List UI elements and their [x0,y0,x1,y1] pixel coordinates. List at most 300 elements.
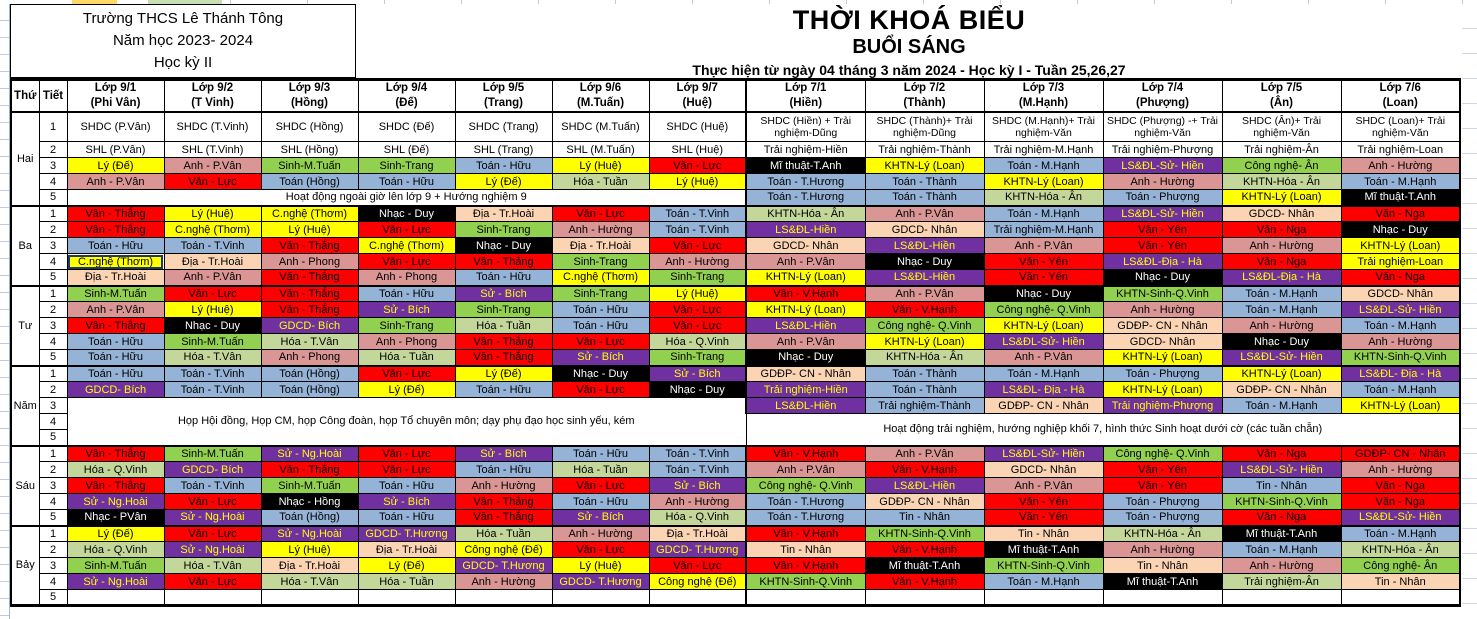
lesson-cell[interactable]: C.nghệ (Thơm) [358,238,455,254]
lesson-cell[interactable]: Văn - Lực [552,478,649,494]
lesson-cell[interactable]: Nhạc - Hồng [261,494,358,510]
lesson-cell[interactable]: GDCD- Nhân [1103,334,1222,350]
lesson-cell[interactable]: Văn - Thắng [67,206,164,222]
lesson-cell[interactable]: SHL (Huệ) [649,142,746,158]
lesson-cell[interactable]: Sử - Bích [455,446,552,462]
lesson-cell[interactable]: LS&ĐL-Sử- Hiền [1103,158,1222,174]
lesson-cell[interactable]: Địa - Tr.Hoài [649,526,746,542]
lesson-cell[interactable]: Sinh-Trang [552,254,649,270]
lesson-cell[interactable]: Anh - Hường [1103,174,1222,190]
lesson-cell[interactable]: Sinh-M.Tuấn [164,334,261,350]
lesson-cell[interactable]: Tin - Nhân [746,542,865,558]
lesson-cell[interactable]: Văn - Yến [984,510,1103,526]
lesson-cell[interactable]: Văn - Lực [164,574,261,590]
lesson-cell[interactable]: Hoạt động ngoài giờ lên lớp 9 + Hướng nghiệm 9 [67,190,746,206]
lesson-cell[interactable]: LS&ĐL-Hiền [865,270,984,286]
lesson-cell[interactable]: GDCD- T.Hương [649,542,746,558]
lesson-cell[interactable]: Hóa - T.Vân [261,334,358,350]
lesson-cell[interactable]: Trải nghiệm-Ân [1222,142,1341,158]
lesson-cell[interactable]: Anh - P.Vân [984,478,1103,494]
lesson-cell[interactable]: Tin - Nhân [984,526,1103,542]
lesson-cell[interactable]: Anh - P.Vân [984,238,1103,254]
lesson-cell[interactable]: Sinh-Trang [455,222,552,238]
lesson-cell[interactable]: GDCD- T.Hương [358,526,455,542]
lesson-cell[interactable]: Anh - Hường [1222,558,1341,574]
lesson-cell[interactable]: Văn - V.Hạnh [746,558,865,574]
lesson-cell[interactable]: Anh - Hường [1341,158,1460,174]
lesson-cell[interactable]: SHDC (Trang) [455,112,552,142]
lesson-cell[interactable]: Sử - Ng.Hoài [261,526,358,542]
lesson-cell[interactable]: Văn - Lực [358,254,455,270]
lesson-cell[interactable]: Trải nghiệm-Phượng [1103,142,1222,158]
lesson-cell[interactable]: KHTN-Sinh-Q.Vinh [1341,350,1460,366]
lesson-cell[interactable]: Toán - Thành [865,174,984,190]
lesson-cell[interactable]: Anh - Hường [552,526,649,542]
lesson-cell[interactable]: Lý (Huệ) [552,158,649,174]
lesson-cell[interactable]: Toán - Thành [865,366,984,382]
empty-cell[interactable] [358,590,455,606]
lesson-cell[interactable]: Văn - V.Hạnh [865,462,984,478]
lesson-cell[interactable]: Văn - Thắng [261,462,358,478]
lesson-cell[interactable]: LS&ĐL-Sử- Hiền [1222,462,1341,478]
lesson-cell[interactable]: Lý (Đế) [67,158,164,174]
lesson-cell[interactable]: Văn - Yên [984,494,1103,510]
lesson-cell[interactable]: Nhạc - Duy [164,318,261,334]
lesson-cell[interactable]: Toán - Hữu [552,318,649,334]
lesson-cell[interactable]: Hóa - Tuần [552,174,649,190]
lesson-cell[interactable]: LS&ĐL-Hiền [865,478,984,494]
lesson-cell[interactable]: C.nghệ (Thơm) [164,222,261,238]
lesson-cell[interactable]: Sử - Bích [649,478,746,494]
lesson-cell[interactable]: Văn - Lực [358,366,455,382]
lesson-cell[interactable]: Hóa - Tuần [455,318,552,334]
lesson-cell[interactable]: LS&ĐL-Hiền [746,398,865,414]
lesson-cell[interactable]: C.nghệ (Thơm) [261,206,358,222]
lesson-cell[interactable]: LS&ĐL-Hiền [865,238,984,254]
lesson-cell[interactable]: Văn - Lực [649,238,746,254]
lesson-cell[interactable]: Lý (Đế) [455,174,552,190]
lesson-cell[interactable]: SHDC (Hiền) + Trải nghiệm-Dũng [746,112,865,142]
lesson-cell[interactable]: Toán - Hữu [358,286,455,302]
lesson-cell[interactable]: Toán - T.Hương [746,494,865,510]
lesson-cell[interactable]: GDĐP- CN - Nhân [865,494,984,510]
lesson-cell[interactable]: Sử - Bích [358,302,455,318]
lesson-cell[interactable]: SHL (M.Tuấn) [552,142,649,158]
lesson-cell[interactable]: Toán - Hữu [358,510,455,526]
lesson-cell[interactable]: Văn - Thắng [67,446,164,462]
lesson-cell[interactable]: Công nghệ- Ân [1222,158,1341,174]
lesson-cell[interactable]: Tin - Nhân [1341,574,1460,590]
lesson-cell[interactable]: LS&ĐL-Sử- Hiền [984,334,1103,350]
lesson-cell[interactable]: Toán - T.Vinh [164,478,261,494]
lesson-cell[interactable]: Sử - Bích [552,350,649,366]
lesson-cell[interactable]: Toán - T.Vinh [164,238,261,254]
lesson-cell[interactable]: Toán - T.Vinh [649,462,746,478]
lesson-cell[interactable]: LS&ĐL- Địa - Hà [1341,366,1460,382]
lesson-cell[interactable]: KHTN-Lý (Loan) [865,334,984,350]
lesson-cell[interactable]: Tin - Nhân [1103,558,1222,574]
lesson-cell[interactable]: LS&ĐL-Địa - Hà [1103,254,1222,270]
lesson-cell[interactable]: Tin - Nhân [865,510,984,526]
lesson-cell[interactable]: SHL (Trang) [455,142,552,158]
lesson-cell[interactable]: Văn - Nga [1341,270,1460,286]
lesson-cell[interactable]: Hóa - Tuần [358,574,455,590]
lesson-cell[interactable]: Văn - Yên [984,254,1103,270]
lesson-cell[interactable]: Sử - Ng.Hoài [67,494,164,510]
lesson-cell[interactable]: Sử - Bích [455,286,552,302]
lesson-cell[interactable]: Nhạc - Duy [1341,222,1460,238]
lesson-cell[interactable]: Nhạc - PVân [67,510,164,526]
lesson-cell[interactable]: Toán - T.Hương [746,510,865,526]
lesson-cell[interactable]: KHTN-Lý (Loan) [984,174,1103,190]
lesson-cell[interactable]: Nhạc - Duy [649,382,746,398]
lesson-cell[interactable]: Công nghệ- Q.Vinh [984,302,1103,318]
empty-cell[interactable] [1103,590,1222,606]
lesson-cell[interactable]: SHDC (M.Hạnh)+ Trải nghiệm-Văn [984,112,1103,142]
lesson-cell[interactable]: Sinh-Trang [358,318,455,334]
lesson-cell[interactable]: Toán - Phượng [1103,366,1222,382]
lesson-cell[interactable]: Nhạc - Duy [865,254,984,270]
lesson-cell[interactable]: Văn - Nga [1341,478,1460,494]
lesson-cell[interactable]: KHTN-Hóa - Ân [1341,542,1460,558]
lesson-cell[interactable]: Toán - M.Hạnh [1341,382,1460,398]
lesson-cell[interactable]: Anh - Hường [1222,318,1341,334]
lesson-cell[interactable]: Toán - Phượng [1103,190,1222,206]
lesson-cell[interactable]: LS&ĐL- Địa - Hà [984,382,1103,398]
lesson-cell[interactable]: Toán - Hữu [67,350,164,366]
lesson-cell[interactable]: KHTN-Lý (Loan) [1103,350,1222,366]
lesson-cell[interactable]: SHDC (Đế) [358,112,455,142]
lesson-cell[interactable]: Văn - Lực [164,174,261,190]
lesson-cell[interactable]: Hóa - Q.Vinh [649,334,746,350]
lesson-cell[interactable]: KHTN-Sinh-Q.Vinh [1222,494,1341,510]
lesson-cell[interactable]: Toán - M.Hạnh [1341,174,1460,190]
lesson-cell[interactable]: SHDC (Phượng) -+ Trải nghiệm-Văn [1103,112,1222,142]
lesson-cell[interactable]: Địa - Tr.Hoài [358,542,455,558]
lesson-cell[interactable]: KHTN-Lý (Loan) [865,158,984,174]
lesson-cell[interactable]: Toán - M.Hạnh [1341,318,1460,334]
lesson-cell[interactable]: KHTN-Sinh-Q.Vinh [865,526,984,542]
lesson-cell[interactable]: GDCD- Bích [164,462,261,478]
lesson-cell[interactable]: Hóa - T.Vân [164,350,261,366]
lesson-cell[interactable]: C.nghệ (Thơm) [552,270,649,286]
lesson-cell[interactable]: Toán - M.Hạnh [1222,286,1341,302]
lesson-cell[interactable]: Toán - Thành [865,382,984,398]
lesson-cell[interactable]: Tin - Nhân [1222,478,1341,494]
lesson-cell[interactable]: Anh - P.Vân [865,206,984,222]
lesson-cell[interactable]: Trải nghiệm-Thành [865,398,984,414]
lesson-cell[interactable]: Anh - P.Vân [746,254,865,270]
lesson-cell[interactable]: Văn - Thắng [455,350,552,366]
lesson-cell[interactable]: Sinh-M.Tuấn [164,446,261,462]
lesson-cell[interactable]: KHTN-Lý (Loan) [746,270,865,286]
lesson-cell[interactable]: Văn - Nga [1341,206,1460,222]
lesson-cell[interactable]: Văn - Thắng [261,302,358,318]
empty-cell[interactable] [746,590,865,606]
lesson-cell[interactable]: Văn - Lực [358,222,455,238]
lesson-cell[interactable]: Sinh-M.Tuấn [261,478,358,494]
lesson-cell[interactable]: Toán - Hữu [358,174,455,190]
lesson-cell[interactable]: Địa - Tr.Hoài [164,254,261,270]
lesson-cell[interactable]: Địa - Tr.Hoài [455,206,552,222]
lesson-cell[interactable]: KHTN-Lý (Loan) [746,302,865,318]
lesson-cell[interactable]: Văn - V.Hạnh [865,542,984,558]
lesson-cell[interactable]: KHTN-Lý (Loan) [984,318,1103,334]
lesson-cell[interactable]: Địa - Tr.Hoài [261,558,358,574]
lesson-cell[interactable]: GDĐP- CN - Nhân [1341,446,1460,462]
lesson-cell[interactable]: Anh - Phong [358,270,455,286]
lesson-cell[interactable]: Anh - P.Vân [746,462,865,478]
lesson-cell[interactable]: SHL (Hồng) [261,142,358,158]
lesson-cell[interactable]: SHDC (Thành)+ Trải nghiệm-Dũng [865,112,984,142]
lesson-cell[interactable]: Toán - M.Hạnh [984,206,1103,222]
lesson-cell[interactable]: Sử - Bích [552,510,649,526]
lesson-cell[interactable]: LS&ĐL-Sử- Hiền [984,446,1103,462]
lesson-cell[interactable]: Anh - Hường [1103,542,1222,558]
lesson-cell[interactable]: Văn - Yến [984,270,1103,286]
lesson-cell[interactable]: Sử - Ng.Hoài [261,446,358,462]
lesson-cell[interactable]: SHDC (Loan)+ Trải nghiệm-Văn [1341,112,1460,142]
lesson-cell[interactable]: Văn - Thắng [67,478,164,494]
lesson-cell[interactable]: Văn - V.Hạnh [746,526,865,542]
lesson-cell[interactable]: Văn - Thắng [455,334,552,350]
lesson-cell[interactable]: Nhạc - Duy [1222,334,1341,350]
lesson-cell[interactable]: Toán - Hữu [67,334,164,350]
lesson-cell[interactable]: KHTN-Hóa - Ân [1222,174,1341,190]
lesson-cell[interactable]: GDCD- Nhân [1341,286,1460,302]
lesson-cell[interactable]: KHTN-Sinh-Q.Vinh [746,574,865,590]
lesson-cell[interactable]: Nhạc - Duy [746,350,865,366]
lesson-cell[interactable]: Văn - Lực [649,558,746,574]
lesson-cell[interactable]: Hoạt động trải nghiệm, hướng nghiệp khối 7, hình thức Sinh hoạt dưới cờ (các tuần chẵn) [746,414,1460,446]
lesson-cell[interactable]: SHDC (Hồng) [261,112,358,142]
lesson-cell[interactable]: GDCD- Nhân [1222,206,1341,222]
lesson-cell[interactable]: Toán (Hồng) [261,510,358,526]
lesson-cell[interactable]: Văn - Nga [1222,254,1341,270]
lesson-cell[interactable]: Văn - Thắng [261,238,358,254]
lesson-cell[interactable]: Mĩ thuật-T.Anh [865,558,984,574]
lesson-cell[interactable]: Văn - V.Hạnh [746,446,865,462]
lesson-cell[interactable]: Anh - P.Vân [67,302,164,318]
lesson-cell[interactable]: Trải nghiệm-Loan [1341,142,1460,158]
lesson-cell[interactable]: SHDC (Huệ) [649,112,746,142]
lesson-cell[interactable]: KHTN-Sinh-Q.Vinh [1103,286,1222,302]
lesson-cell[interactable]: Văn - Yên [1103,222,1222,238]
lesson-cell[interactable]: Nhạc - Duy [552,366,649,382]
empty-cell[interactable] [984,590,1103,606]
lesson-cell[interactable]: LS&ĐL-Hiền [746,222,865,238]
lesson-cell[interactable]: Toán - T.Vinh [164,382,261,398]
empty-cell[interactable] [67,590,164,606]
lesson-cell[interactable]: Văn - Yên [1103,478,1222,494]
lesson-cell[interactable]: Lý (Huệ) [649,286,746,302]
lesson-cell[interactable]: Văn - Lực [552,334,649,350]
lesson-cell[interactable]: KHTN-Sinh-Q.Vinh [984,558,1103,574]
empty-cell[interactable] [261,590,358,606]
lesson-cell[interactable]: Anh - P.Vân [164,158,261,174]
lesson-cell[interactable]: Toán - M.Hạnh [984,366,1103,382]
lesson-cell[interactable]: Toán - Hữu [455,158,552,174]
lesson-cell[interactable]: Lý (Đế) [67,526,164,542]
lesson-cell[interactable]: SHDC (T.Vinh) [164,112,261,142]
lesson-cell[interactable]: LS&ĐL-Địa - Hà [1222,270,1341,286]
lesson-cell[interactable]: Toán - Hữu [552,302,649,318]
empty-cell[interactable] [455,590,552,606]
lesson-cell[interactable]: LS&ĐL-Sử- Hiền [1341,510,1460,526]
lesson-cell[interactable]: Anh - Hường [1341,462,1460,478]
lesson-cell[interactable]: Văn - Thắng [261,286,358,302]
lesson-cell[interactable]: KHTN-Hóa - Ân [865,350,984,366]
lesson-cell[interactable]: LS&ĐL-Sử- Hiền [1341,302,1460,318]
lesson-cell[interactable]: Mĩ thuật-T.Anh [1222,526,1341,542]
lesson-cell[interactable]: KHTN-Lý (Loan) [1222,366,1341,382]
lesson-cell[interactable]: Anh - Hường [1222,238,1341,254]
lesson-cell[interactable]: Sử - Ng.Hoài [164,542,261,558]
lesson-cell[interactable]: Trải nghiệm-Hiền [746,142,865,158]
lesson-cell[interactable]: Văn - Lực [552,206,649,222]
lesson-cell[interactable]: Sử - Ng.Hoài [164,510,261,526]
lesson-cell[interactable]: Sử - Bích [649,366,746,382]
lesson-cell[interactable]: Văn - V.Hạnh [865,574,984,590]
lesson-cell[interactable]: Hóa - Tuần [358,350,455,366]
lesson-cell[interactable]: Lý (Huệ) [261,542,358,558]
lesson-cell[interactable]: LS&ĐL-Hiền [746,318,865,334]
lesson-cell[interactable]: Toán - T.Vinh [649,222,746,238]
lesson-cell[interactable]: Sinh-M.Tuấn [67,286,164,302]
lesson-cell[interactable]: Toán - M.Hạnh [1222,542,1341,558]
lesson-cell[interactable]: Lý (Đế) [358,558,455,574]
lesson-cell[interactable]: Anh - P.Vân [865,286,984,302]
lesson-cell[interactable]: Sinh-Trang [358,158,455,174]
lesson-cell[interactable]: GDCD- Nhân [865,222,984,238]
lesson-cell[interactable]: Sinh-Trang [552,286,649,302]
lesson-cell[interactable]: Anh - P.Vân [164,270,261,286]
lesson-cell[interactable]: Anh - Hường [649,494,746,510]
lesson-cell[interactable]: Văn - Lực [358,462,455,478]
lesson-cell[interactable]: Văn - Lực [164,526,261,542]
lesson-cell[interactable]: Văn - Nga [1222,222,1341,238]
lesson-cell[interactable]: Anh - P.Vân [67,174,164,190]
lesson-cell[interactable]: Toán (Hồng) [261,382,358,398]
lesson-cell[interactable]: GDCD- Bích [261,318,358,334]
lesson-cell[interactable]: Văn - Lực [552,542,649,558]
lesson-cell[interactable]: Nhạc - Duy [1103,270,1222,286]
lesson-cell[interactable]: Trải nghiệm-M.Hạnh [984,142,1103,158]
lesson-cell[interactable]: Toán - Phượng [1103,494,1222,510]
lesson-cell[interactable]: Mĩ thuật-T.Anh [1341,190,1460,206]
lesson-cell[interactable]: LS&ĐL-Sử- Hiền [1222,350,1341,366]
lesson-cell[interactable]: Lý (Huệ) [552,558,649,574]
empty-cell[interactable] [1341,590,1460,606]
lesson-cell[interactable]: Sử - Bích [358,494,455,510]
lesson-cell[interactable]: Nhạc - Duy [455,238,552,254]
lesson-cell[interactable]: Văn - Thắng [67,222,164,238]
lesson-cell[interactable]: Công nghệ- Q.Vinh [746,478,865,494]
lesson-cell[interactable]: Công nghệ- Q.Vinh [865,318,984,334]
lesson-cell[interactable]: GDĐP- CN - Nhân [746,366,865,382]
lesson-cell[interactable]: Toán - M.Hạnh [1341,526,1460,542]
lesson-cell[interactable]: Văn - Nga [1222,446,1341,462]
lesson-cell[interactable]: Trải nghiệm-Phượng [1103,398,1222,414]
lesson-cell[interactable]: Họp Hội đồng, Họp CM, họp Công đoàn, họp Tổ chuyên môn; dạy phụ đạo học sinh yếu, kém [67,398,746,446]
lesson-cell[interactable]: Sinh-Trang [455,302,552,318]
lesson-cell[interactable]: Hóa - Q.Vinh [67,542,164,558]
lesson-cell[interactable]: Toán - Hữu [358,478,455,494]
lesson-cell[interactable]: Anh - P.Vân [865,446,984,462]
lesson-cell[interactable]: Toán - Hữu [455,270,552,286]
lesson-cell[interactable]: Toán - Hữu [552,494,649,510]
lesson-cell[interactable]: KHTN-Hóa - Ân [746,206,865,222]
lesson-cell[interactable]: Văn - Yên [1103,462,1222,478]
lesson-cell[interactable]: GDĐP- CN - Nhân [1222,382,1341,398]
lesson-cell[interactable]: Toán - Hữu [455,462,552,478]
lesson-cell[interactable]: Mĩ thuật-T.Anh [1103,574,1222,590]
lesson-cell[interactable]: GDĐP- CN - Nhân [1103,318,1222,334]
lesson-cell[interactable]: Toán - Phượng [1103,510,1222,526]
lesson-cell[interactable]: Toán - Thành [865,190,984,206]
lesson-cell[interactable]: Văn - V.Hạnh [865,302,984,318]
lesson-cell[interactable]: GDCD- T.Hương [552,574,649,590]
lesson-cell[interactable]: Anh - P.Vân [746,334,865,350]
lesson-cell[interactable]: Toán - Hữu [67,366,164,382]
lesson-cell[interactable]: Hóa - Q.Vinh [649,510,746,526]
lesson-cell[interactable]: Hóa - Tuần [455,526,552,542]
lesson-cell[interactable]: Toán - M.Hạnh [1222,398,1341,414]
lesson-cell[interactable]: Văn - Yên [1103,238,1222,254]
lesson-cell[interactable]: SHDC (Ân)+ Trải nghiệm-Văn [1222,112,1341,142]
lesson-cell[interactable]: GDCD- T.Hương [455,558,552,574]
lesson-cell[interactable]: Toán - M.Hạnh [984,158,1103,174]
lesson-cell[interactable]: Toán - T.Vinh [164,366,261,382]
empty-cell[interactable] [865,590,984,606]
lesson-cell[interactable]: Địa - Tr.Hoài [67,270,164,286]
lesson-cell[interactable]: Anh - Hường [552,222,649,238]
lesson-cell[interactable]: Sinh-Trang [649,270,746,286]
lesson-cell[interactable]: Mĩ thuật-T.Anh [746,158,865,174]
lesson-cell[interactable]: Trải nghiệm-Ân [1222,574,1341,590]
lesson-cell[interactable]: Anh - Phong [358,334,455,350]
lesson-cell[interactable]: Địa - Tr.Hoài [552,238,649,254]
lesson-cell[interactable]: C.nghệ (Thơm) [67,254,164,270]
lesson-cell[interactable]: Toán - Hữu [67,238,164,254]
lesson-cell[interactable]: Anh - Phong [261,254,358,270]
lesson-cell[interactable]: Lý (Đế) [358,382,455,398]
lesson-cell[interactable]: GDCD- Bích [67,382,164,398]
lesson-cell[interactable]: Hóa - Tuần [552,462,649,478]
lesson-cell[interactable]: Toán (Hồng) [261,174,358,190]
lesson-cell[interactable]: GDCD- Nhân [984,462,1103,478]
lesson-cell[interactable]: Anh - Phong [261,350,358,366]
lesson-cell[interactable]: Anh - Hường [649,254,746,270]
lesson-cell[interactable]: SHDC (P.Vân) [67,112,164,142]
lesson-cell[interactable]: Anh - P.Vân [984,350,1103,366]
lesson-cell[interactable]: Anh - Hường [1103,302,1222,318]
lesson-cell[interactable]: KHTN-Hóa - Ân [1103,526,1222,542]
lesson-cell[interactable]: Văn - Nga [1341,494,1460,510]
lesson-cell[interactable]: Văn - Thắng [455,510,552,526]
lesson-cell[interactable]: Toán - T.Vinh [649,446,746,462]
empty-cell[interactable] [164,590,261,606]
lesson-cell[interactable]: Công nghệ (Đế) [649,574,746,590]
lesson-cell[interactable]: KHTN-Lý (Loan) [1341,238,1460,254]
lesson-cell[interactable]: Công nghệ- Ân [1341,558,1460,574]
lesson-cell[interactable]: Văn - Lực [164,286,261,302]
lesson-cell[interactable]: Lý (Huệ) [164,206,261,222]
lesson-cell[interactable]: SHDC (M.Tuấn) [552,112,649,142]
lesson-cell[interactable]: Sử - Ng.Hoài [67,574,164,590]
lesson-cell[interactable]: KHTN-Hóa - Ân [984,190,1103,206]
lesson-cell[interactable]: Văn - V.Hạnh [746,286,865,302]
